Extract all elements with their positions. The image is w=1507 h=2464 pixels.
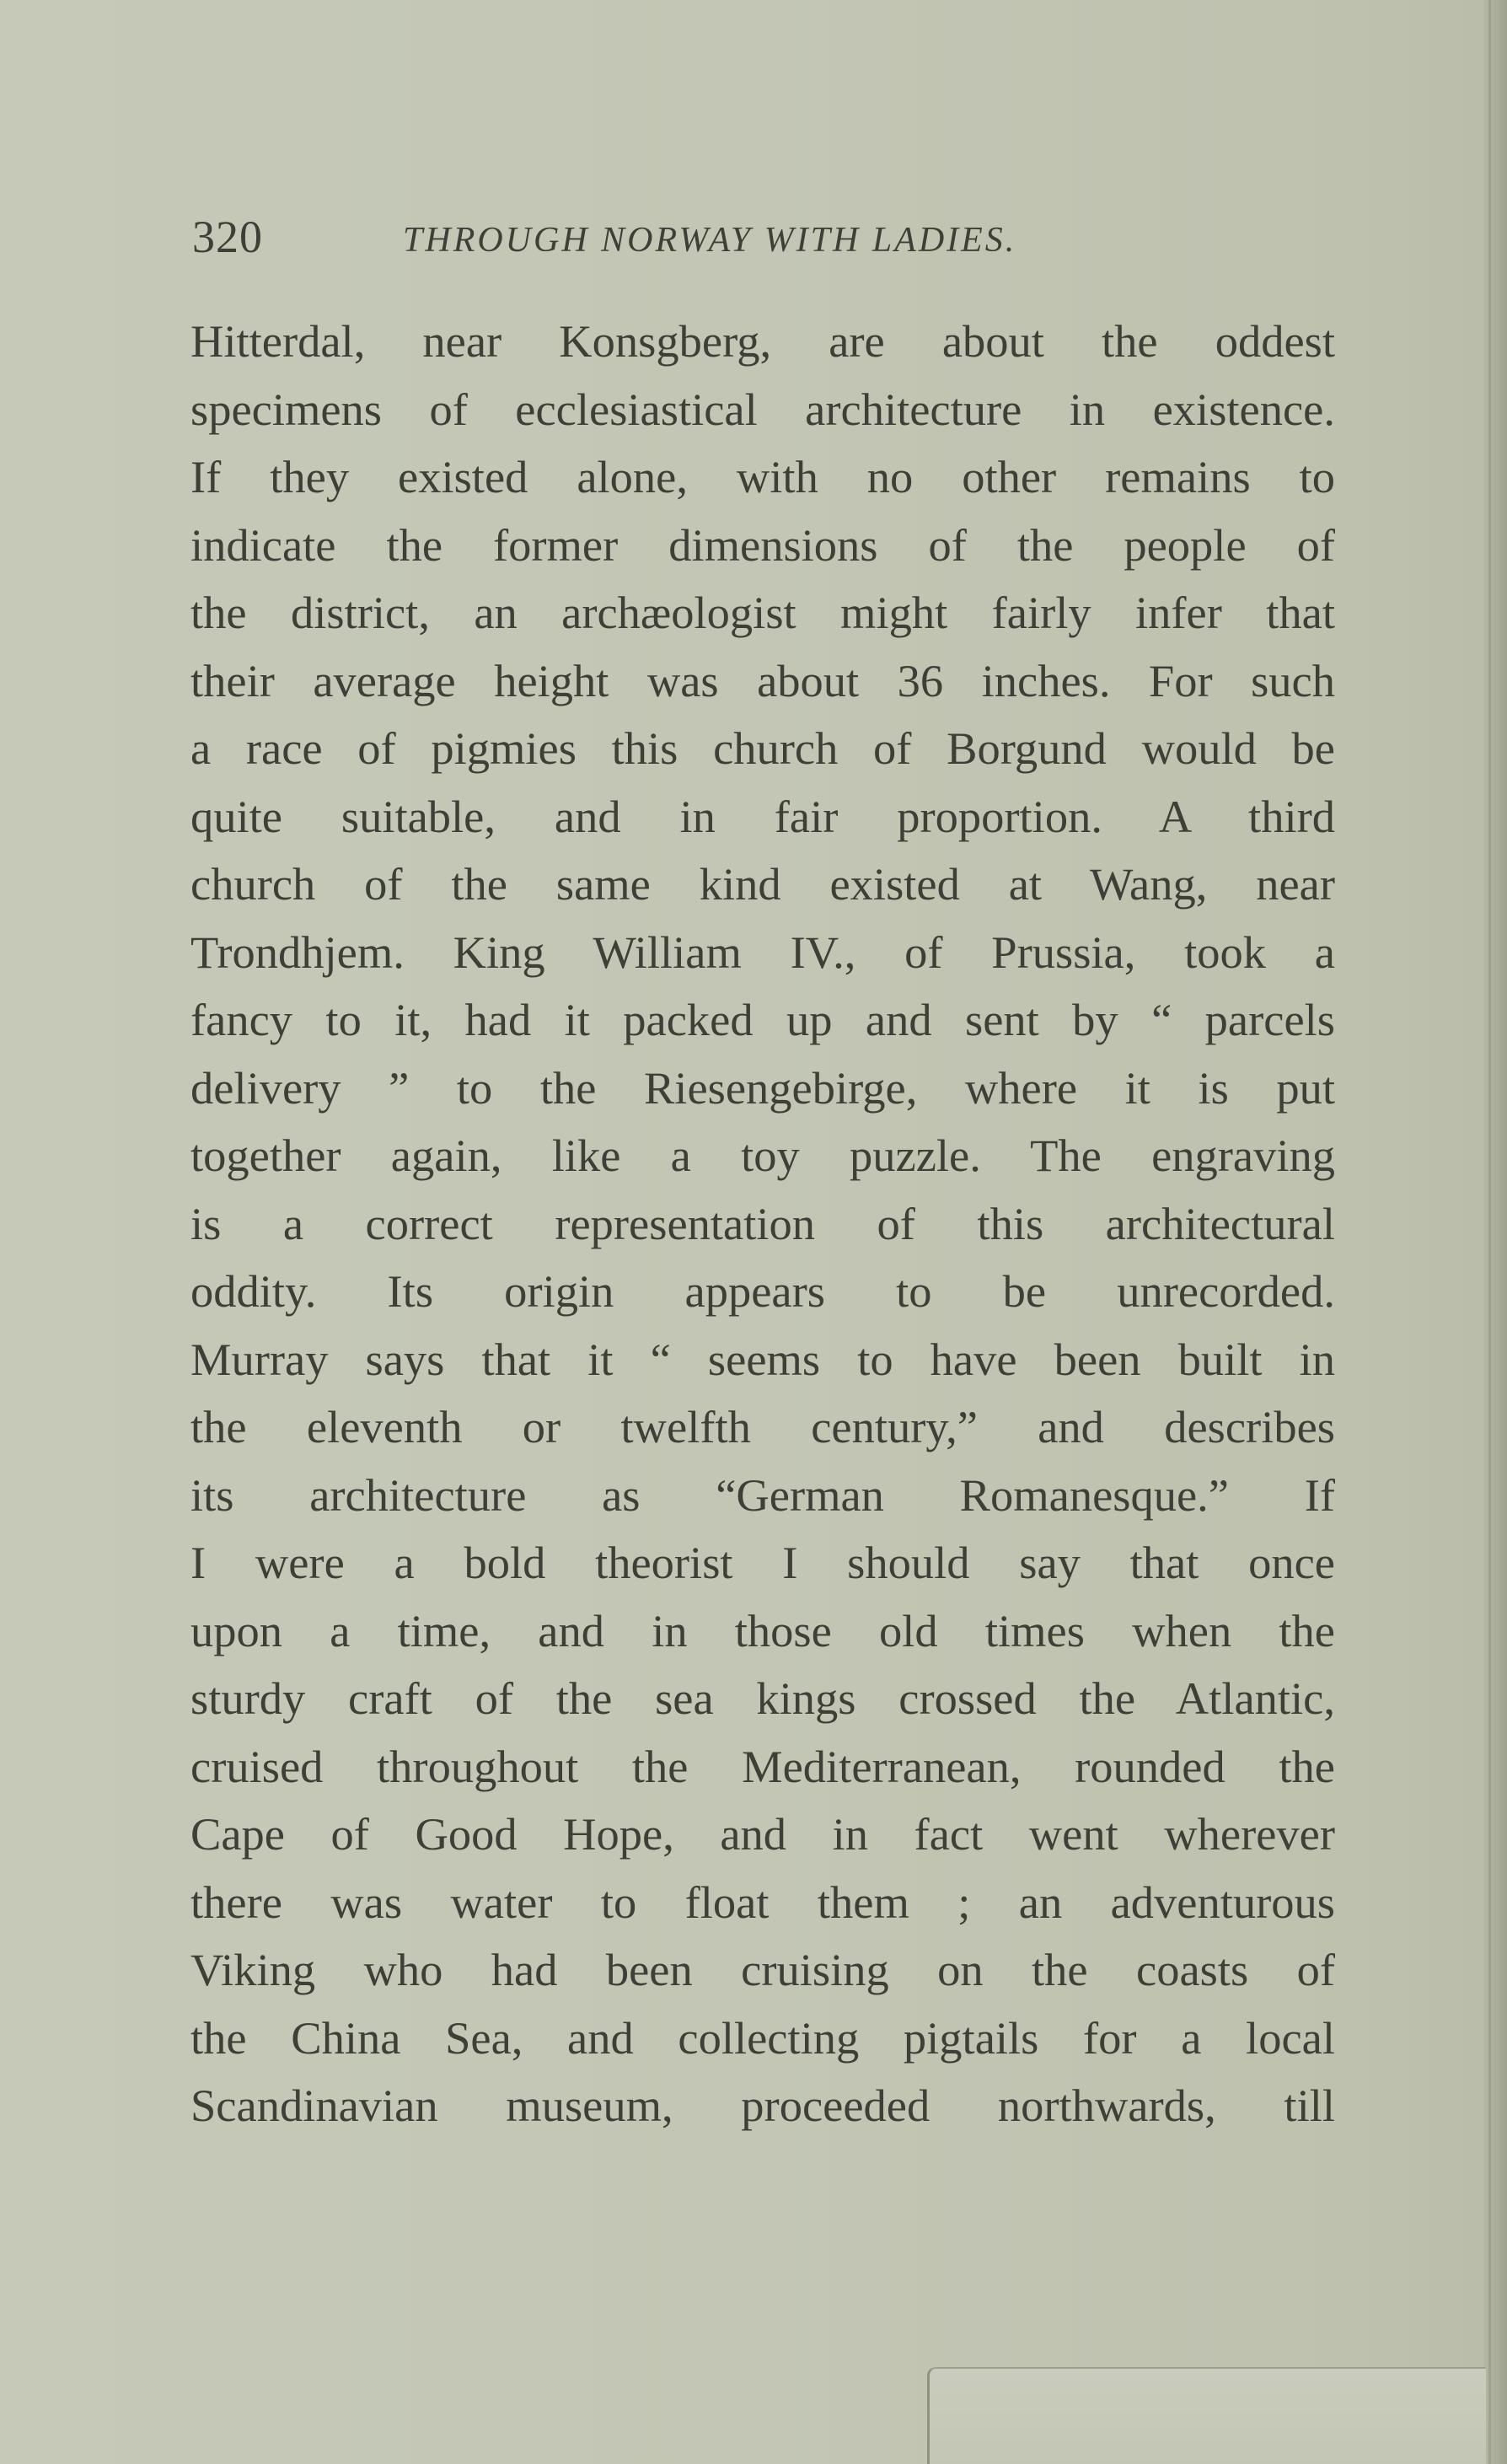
text-line: is a correct representation of this architectural	[190, 1197, 1335, 1249]
text-line: Viking who had been cruising on the coasts of	[190, 1944, 1335, 1995]
text-line: quite suitable, and in fair proportion. A third	[190, 790, 1335, 842]
page-header	[192, 207, 1355, 266]
text-line: indicate the former dimensions of the people of	[190, 518, 1335, 571]
text-line: upon a time, and in those old times when the	[190, 1604, 1335, 1656]
text-line: cruised throughout the Mediterranean, rounded the	[190, 1740, 1335, 1792]
text-line: the eleventh or twelfth century,” and describes	[190, 1401, 1335, 1452]
text-line: church of the same kind existed at Wang, near	[190, 858, 1335, 910]
text-line: their average height was about 36 inches. For such	[190, 654, 1335, 706]
text-line: Trondhjem. King William IV., of Prussia, took a	[190, 926, 1335, 978]
page-number: 320	[192, 212, 263, 262]
text-line: together again, like a toy puzzle. The engraving	[190, 1130, 1335, 1181]
text-line: Murray says that it “ seems to have been built in	[190, 1333, 1335, 1385]
text-line: its architecture as “German Romanesque.” If	[190, 1468, 1335, 1521]
text-line: delivery ” to the Riesengebirge, where it is put	[190, 1061, 1335, 1114]
inserted-paper-slip	[927, 2367, 1486, 2464]
body-text	[190, 308, 1335, 2140]
text-line: If they existed alone, with no other remains to	[190, 451, 1335, 502]
text-line: I were a bold theorist I should say that once	[190, 1537, 1335, 1588]
text-line: fancy to it, had it packed up and sent by “ parcels	[190, 994, 1335, 1045]
text-line: oddity. Its origin appears to be unrecorded.	[190, 1265, 1335, 1317]
text-line: specimens of ecclesiastical architecture in existence.	[190, 383, 1335, 435]
text-line: sturdy craft of the sea kings crossed the Atlantic,	[190, 1672, 1335, 1724]
text-line: Cape of Good Hope, and in fact went wherever	[190, 1808, 1335, 1860]
text-line: the China Sea, and collecting pigtails for a local	[190, 2011, 1335, 2064]
text-line: a race of pigmies this church of Borgund would be	[190, 722, 1335, 774]
running-title: THROUGH NORWAY WITH LADIES.	[403, 221, 1017, 260]
text-line: Scandinavian museum, proceeded northwards, till	[190, 2080, 1335, 2131]
text-line: there was water to float them ; an adventurous	[190, 1876, 1335, 1928]
text-line: Hitterdal, near Konsgberg, are about the oddest	[190, 315, 1335, 367]
page-edge	[1483, 0, 1507, 2464]
text-line: the district, an archæologist might fairly infer that	[190, 587, 1335, 638]
